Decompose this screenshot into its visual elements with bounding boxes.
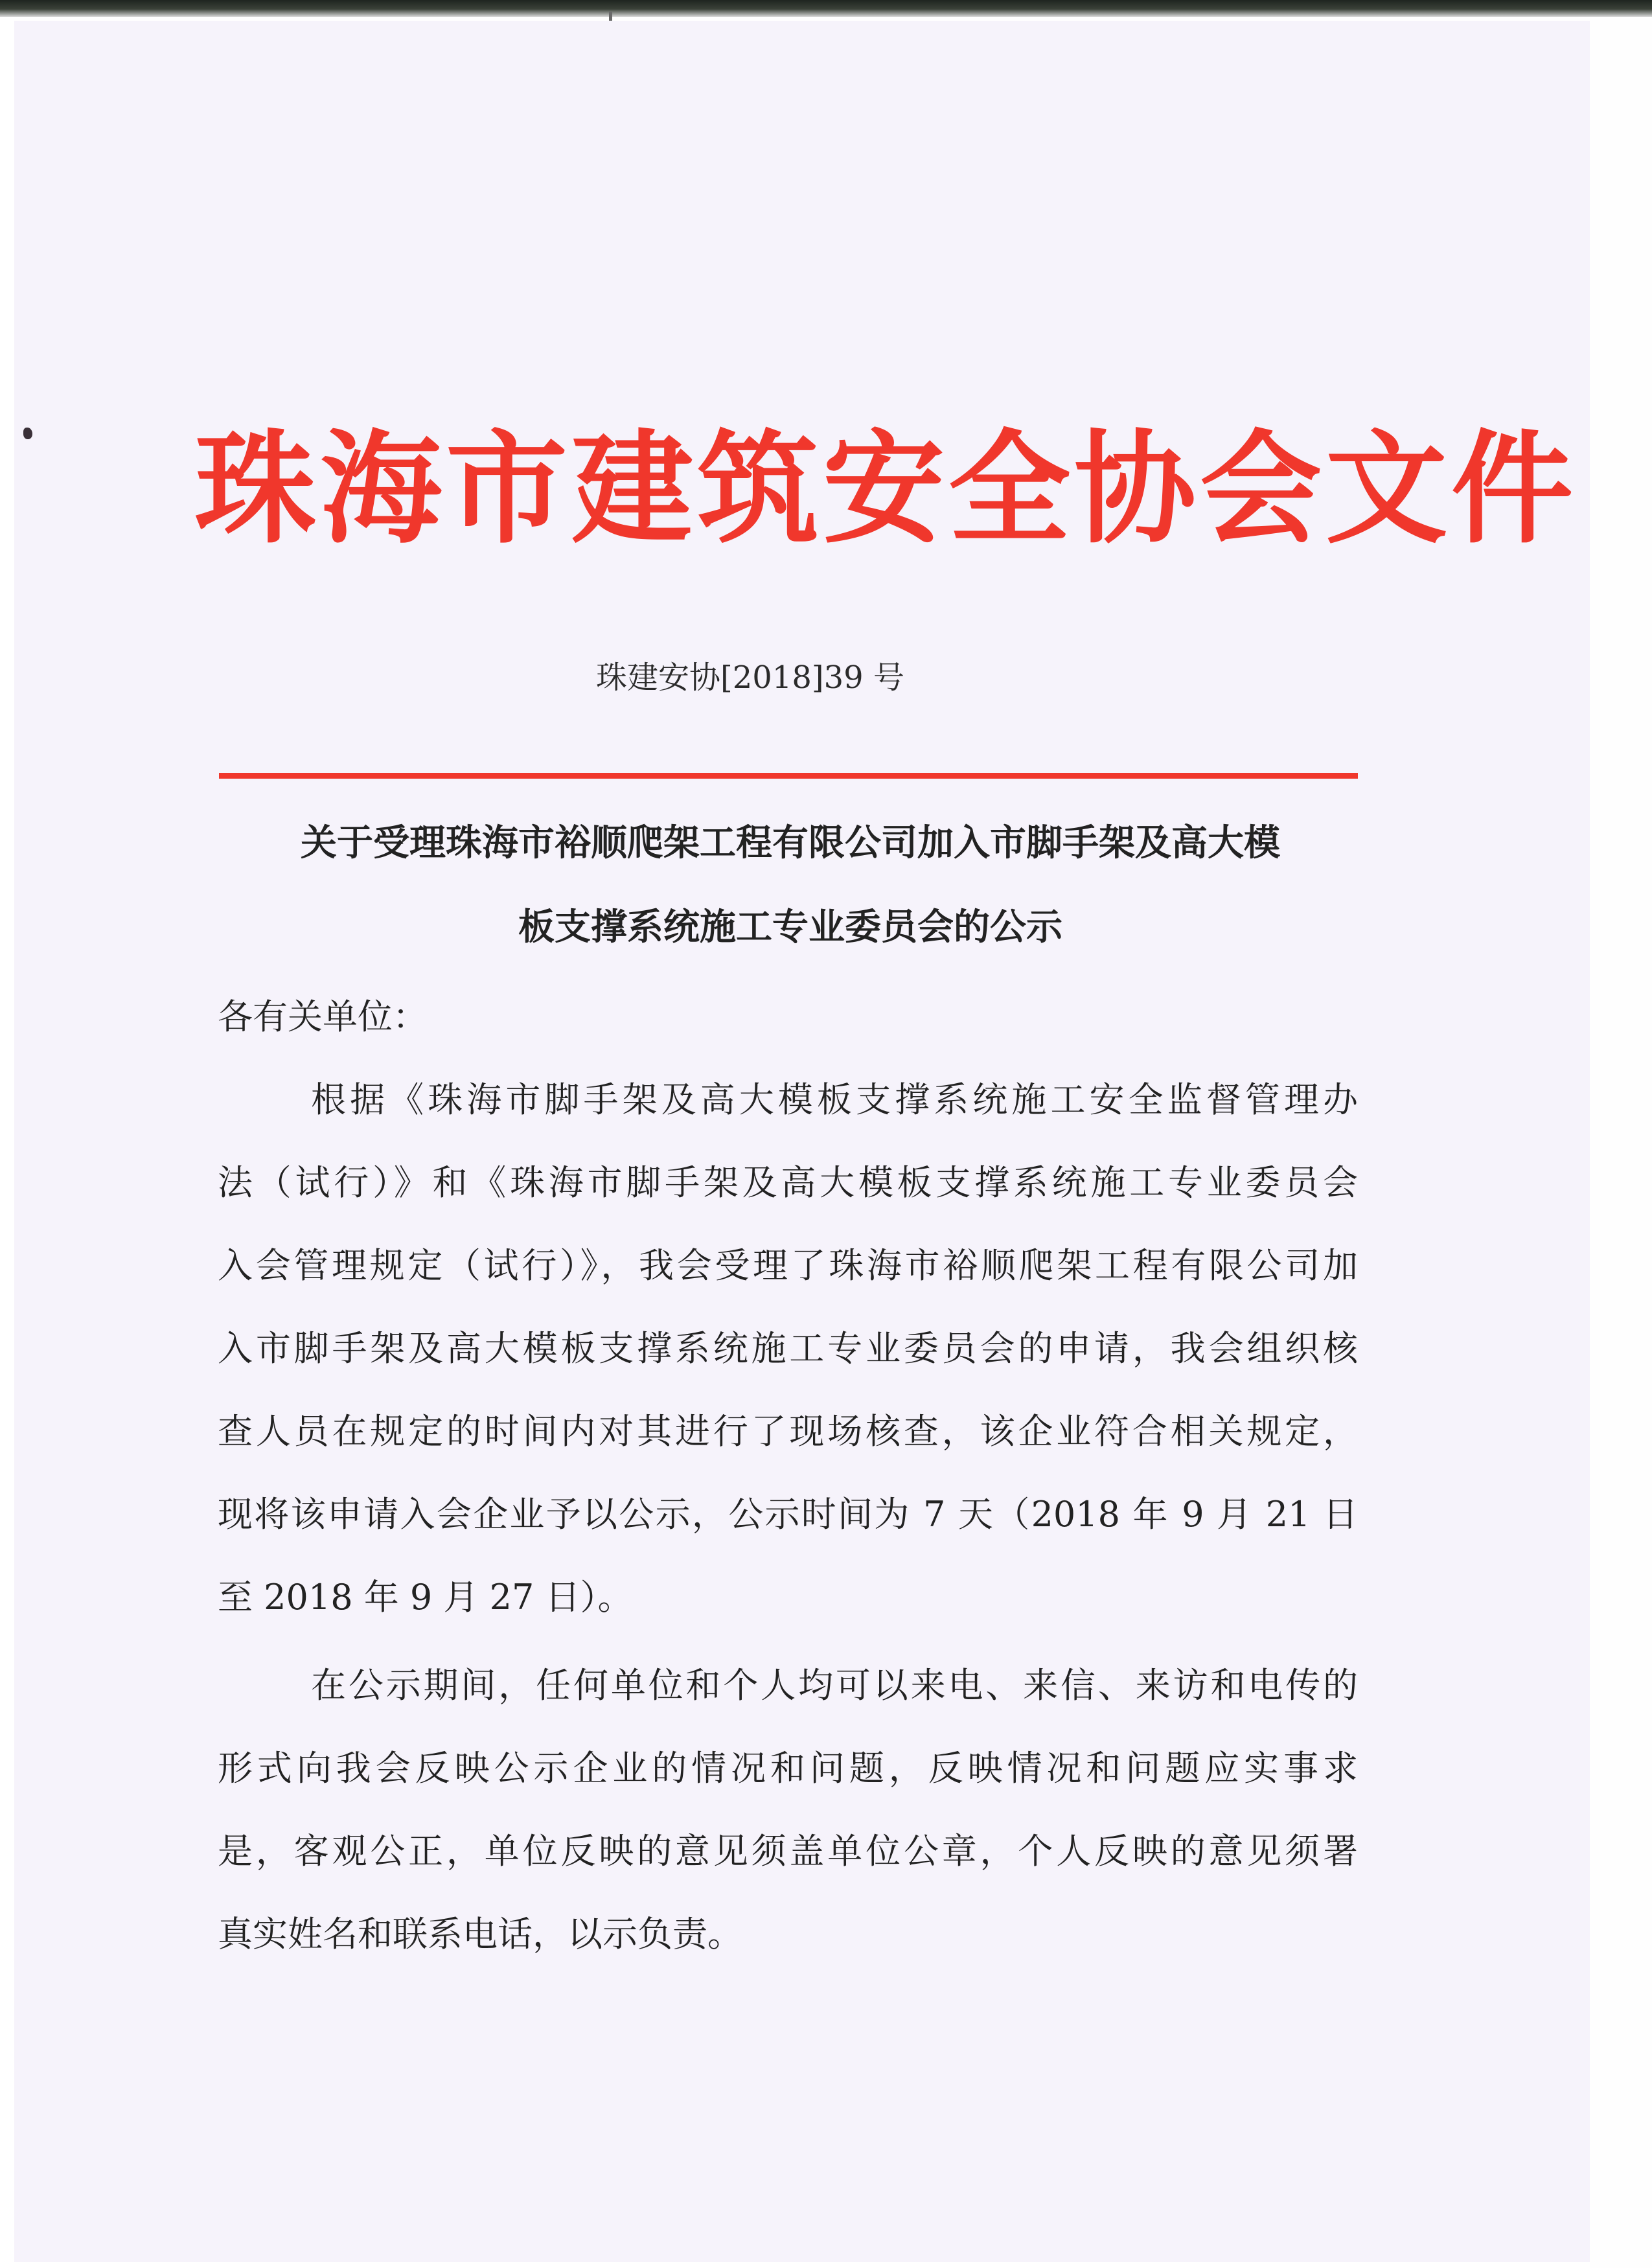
body-line: 入市脚手架及高大模板支撑系统施工专业委员会的申请，我会组织核 (218, 1328, 1358, 1369)
scan-right-margin (1590, 17, 1652, 2268)
body-line: 现将该申请入会企业予以公示，公示时间为 7 天（2018 年 9 月 21 日 (218, 1494, 1358, 1535)
body-line: 法（试行）》和《珠海市脚手架及高大模板支撑系统施工专业委员会 (218, 1162, 1358, 1203)
body-line: 是，客观公正，单位反映的意见须盖单位公章，个人反映的意见须署 (218, 1831, 1358, 1872)
scan-speck (609, 12, 612, 21)
body-line: 形式向我会反映公示企业的情况和问题，反映情况和问题应实事求 (218, 1748, 1358, 1789)
body-line: 入会管理规定（试行）》，我会受理了珠海市裕顺爬架工程有限公司加 (218, 1245, 1358, 1286)
document-number: 珠建安协[2018]39 号 (596, 659, 904, 696)
scan-top-edge (0, 0, 1652, 17)
body-line: 查人员在规定的时间内对其进行了现场核查，该企业符合相关规定， (218, 1411, 1358, 1452)
notice-title-line-2: 板支撑系统施工专业委员会的公示 (518, 906, 1062, 948)
scan-speck (23, 428, 32, 439)
body-line: 真实姓名和联系电话，以示负责。 (218, 1914, 742, 1954)
notice-title-line-1: 关于受理珠海市裕顺爬架工程有限公司加入市脚手架及高大模 (301, 822, 1280, 864)
body-line: 根据《珠海市脚手架及高大模板支撑系统施工安全监督管理办 (311, 1079, 1358, 1120)
body-line: 至 2018 年 9 月 27 日）。 (218, 1577, 633, 1618)
masthead-title: 珠海市建筑安全协会文件 (194, 417, 1577, 560)
red-divider-rule (219, 773, 1358, 779)
body-line: 在公示期间，任何单位和个人均可以来电、来信、来访和电传的 (311, 1665, 1358, 1706)
salutation: 各有关单位： (218, 996, 428, 1037)
